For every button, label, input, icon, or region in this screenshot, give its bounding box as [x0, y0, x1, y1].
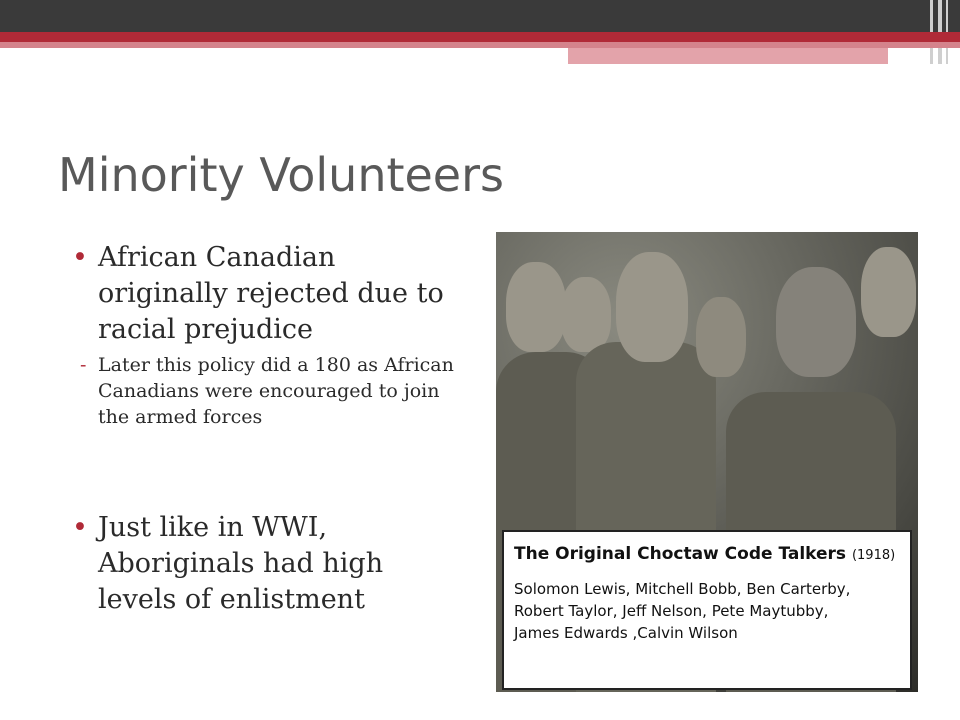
- caption-title: [514, 544, 900, 564]
- soldier-face: [861, 247, 916, 337]
- bullet-list: [72, 240, 462, 618]
- sub-bullet-item: - Later this policy did a 180 as African Canadians were encouraged to join the armed forces: [72, 352, 462, 430]
- header-pink-accent: [568, 48, 888, 64]
- caption-names-line: Solomon Lewis, Mitchell Bobb, Ben Carterby,: [514, 580, 851, 598]
- soldier-face: [616, 252, 688, 362]
- bullet-item: • African Canadian originally rejected due to racial prejudice: [72, 240, 462, 348]
- caption-year: (1918): [851, 548, 896, 563]
- soldier-face: [506, 262, 566, 352]
- caption-names: [514, 578, 900, 644]
- header-dark-bar: [0, 0, 960, 32]
- soldier-face: [696, 297, 746, 377]
- bullet-item: • Just like in WWI, Aboriginals had high levels of enlistment: [72, 510, 462, 618]
- caption-names-line: James Edwards ,Calvin Wilson: [514, 624, 738, 642]
- header-red-bar: [0, 32, 960, 42]
- slide-title: Minority Volunteers: [58, 148, 504, 202]
- caption-title-text: The Original Choctaw Code Talkers: [514, 544, 847, 564]
- caption-names-line: Robert Taylor, Jeff Nelson, Pete Maytubby,: [514, 602, 829, 620]
- soldier-face: [561, 277, 611, 352]
- photo-caption: [502, 530, 912, 690]
- soldier-face: [776, 267, 856, 377]
